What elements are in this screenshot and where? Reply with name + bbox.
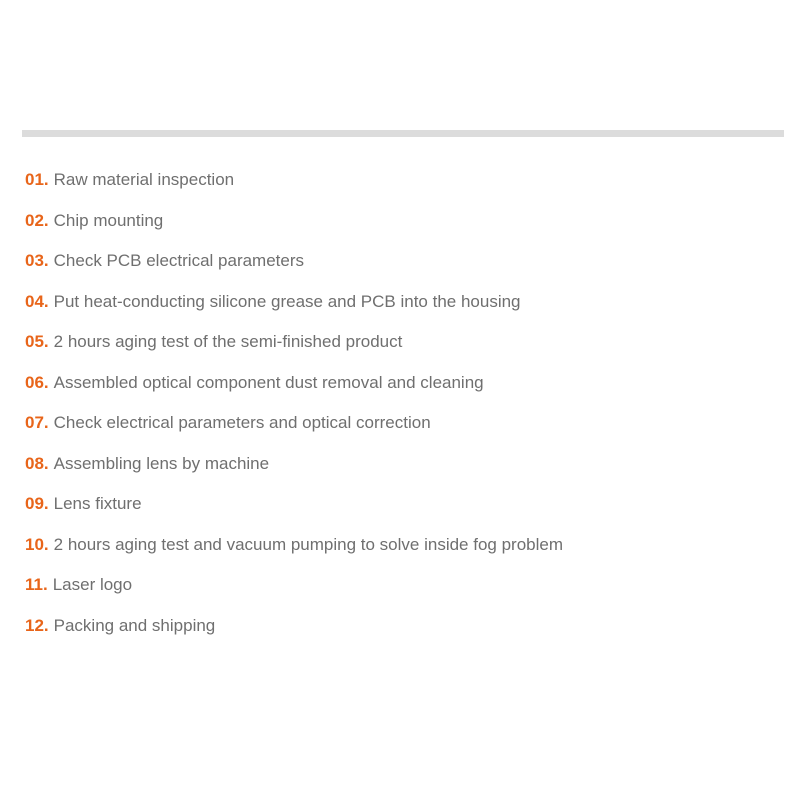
- step-text: Check electrical parameters and optical correction: [53, 413, 431, 432]
- step-text: Assembled optical component dust removal and cleaning: [53, 372, 484, 392]
- step-number: 10.: [25, 534, 49, 554]
- process-step: [25, 369, 563, 410]
- process-step: [25, 450, 563, 491]
- step-text: Chip mounting: [53, 210, 164, 230]
- step-text: Raw material inspection: [53, 170, 235, 189]
- step-number: 09.: [25, 494, 49, 513]
- step-text: Check PCB electrical parameters: [53, 251, 305, 270]
- step-number: 05.: [25, 332, 49, 351]
- step-text: Assembling lens by machine: [53, 453, 270, 473]
- process-step: [25, 531, 563, 572]
- step-text: Laser logo: [52, 575, 133, 594]
- process-step: [25, 288, 563, 329]
- step-number: 07.: [25, 413, 49, 432]
- step-number: 11.: [25, 575, 48, 594]
- step-text: 2 hours aging test of the semi-finished product: [53, 332, 403, 351]
- step-number: 12.: [25, 615, 49, 635]
- step-text: Lens fixture: [53, 494, 142, 513]
- process-step: [25, 247, 563, 288]
- process-step: [25, 409, 563, 450]
- step-number: 06.: [25, 372, 49, 392]
- step-number: 03.: [25, 251, 49, 270]
- process-step: [25, 166, 563, 207]
- process-step: [25, 571, 563, 612]
- process-step: [25, 207, 563, 248]
- section-divider: [22, 130, 784, 137]
- process-step: [25, 328, 563, 369]
- step-number: 04.: [25, 291, 49, 311]
- process-step: [25, 612, 563, 653]
- step-text: 2 hours aging test and vacuum pumping to solve inside fog problem: [53, 534, 564, 554]
- step-number: 02.: [25, 210, 49, 230]
- step-text: Packing and shipping: [53, 615, 216, 635]
- step-text: Put heat-conducting silicone grease and PCB into the housing: [53, 291, 521, 311]
- process-step: [25, 490, 563, 531]
- step-number: 08.: [25, 453, 49, 473]
- step-number: 01.: [25, 170, 49, 189]
- process-steps-list: [25, 166, 563, 652]
